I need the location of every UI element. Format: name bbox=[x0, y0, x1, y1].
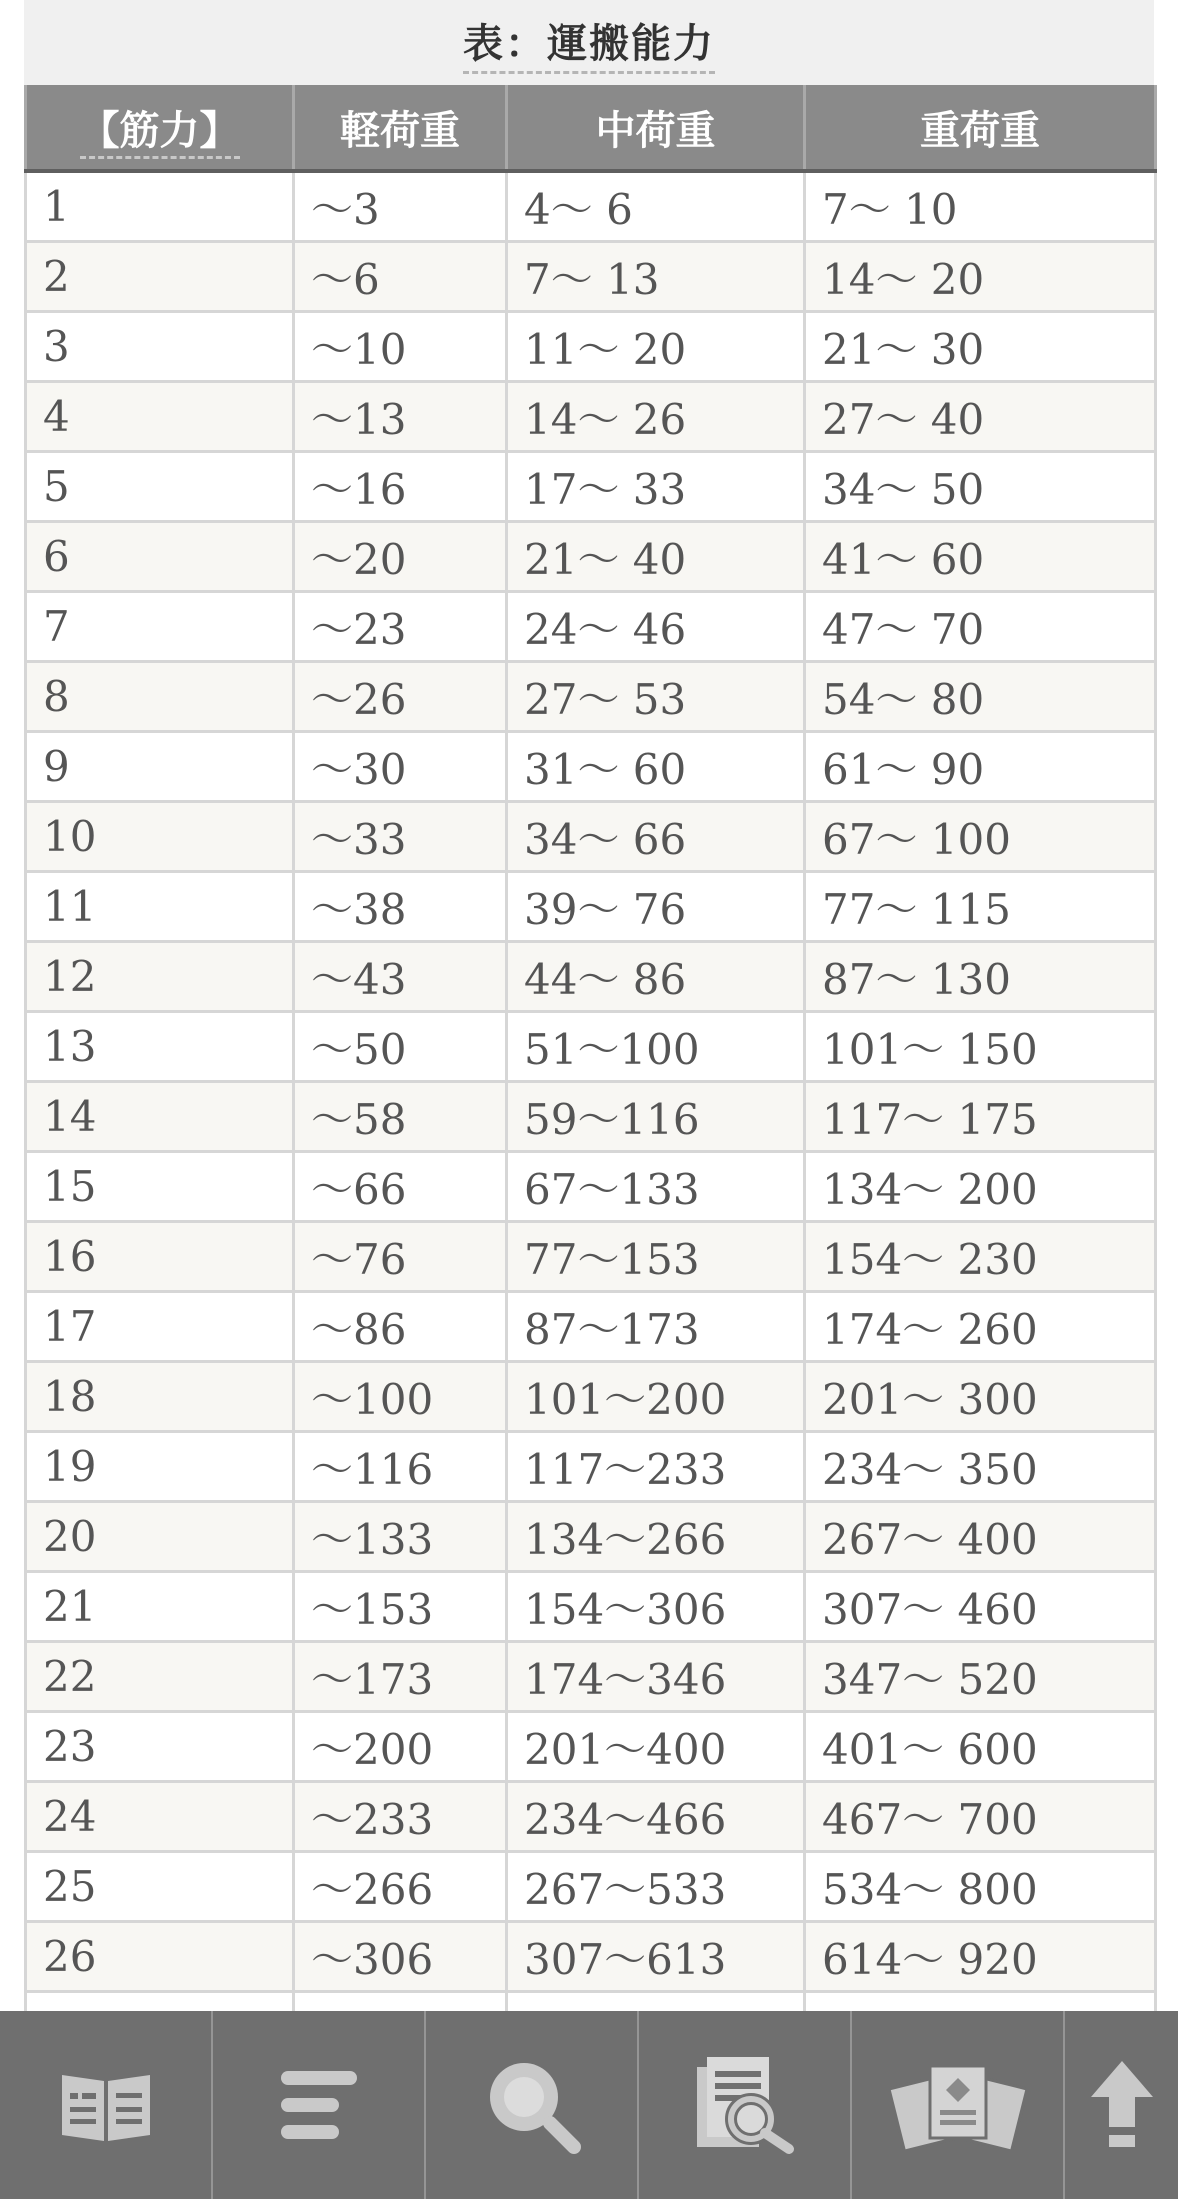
toc-button[interactable] bbox=[0, 2011, 213, 2199]
cell-light-load: ～233 bbox=[294, 1782, 507, 1852]
cell-strength: 17 bbox=[26, 1292, 294, 1362]
cell-strength: 21 bbox=[26, 1572, 294, 1642]
cell-strength: 20 bbox=[26, 1502, 294, 1572]
header-light-load: 軽荷重 bbox=[294, 85, 507, 171]
cell-strength: 3 bbox=[26, 312, 294, 382]
cell-light-load: ～26 bbox=[294, 662, 507, 732]
table-row bbox=[26, 312, 1156, 382]
cell-heavy-load: 47～ 70 bbox=[805, 592, 1156, 662]
table-row bbox=[26, 872, 1156, 942]
header-strength-label: 【筋力】 bbox=[80, 108, 240, 159]
cell-heavy-load: 67～ 100 bbox=[805, 802, 1156, 872]
cell-strength: 25 bbox=[26, 1852, 294, 1922]
table-row bbox=[26, 1292, 1156, 1362]
cell-medium-load: 7～ 13 bbox=[507, 242, 805, 312]
search-button[interactable] bbox=[426, 2011, 639, 2199]
cell-medium-load: 77～153 bbox=[507, 1222, 805, 1292]
cell-light-load: ～38 bbox=[294, 872, 507, 942]
table-row bbox=[26, 1782, 1156, 1852]
cell-heavy-load: 267～ 400 bbox=[805, 1502, 1156, 1572]
document-search-button[interactable] bbox=[639, 2011, 852, 2199]
table-row bbox=[26, 732, 1156, 802]
cell-heavy-load: 534～ 800 bbox=[805, 1852, 1156, 1922]
cards-button[interactable] bbox=[852, 2011, 1065, 2199]
cell-heavy-load: 614～ 920 bbox=[805, 1922, 1156, 1992]
search-icon bbox=[482, 2055, 582, 2155]
cell-light-load: ～10 bbox=[294, 312, 507, 382]
cell-medium-load: 174～346 bbox=[507, 1642, 805, 1712]
cell-strength: 16 bbox=[26, 1222, 294, 1292]
cell-strength: 19 bbox=[26, 1432, 294, 1502]
table-row bbox=[26, 662, 1156, 732]
cell-medium-load: 39～ 76 bbox=[507, 872, 805, 942]
table-header-row bbox=[26, 85, 1156, 171]
table-row bbox=[26, 1222, 1156, 1292]
bottom-toolbar bbox=[0, 2011, 1178, 2199]
table-row bbox=[26, 1152, 1156, 1222]
cell-heavy-load: 234～ 350 bbox=[805, 1432, 1156, 1502]
cell-strength: 4 bbox=[26, 382, 294, 452]
cell-heavy-load: 401～ 600 bbox=[805, 1712, 1156, 1782]
cell-strength: 15 bbox=[26, 1152, 294, 1222]
cell-medium-load: 24～ 46 bbox=[507, 592, 805, 662]
cell-medium-load: 4～ 6 bbox=[507, 171, 805, 242]
table-caption bbox=[24, 0, 1154, 85]
cell-light-load: ～306 bbox=[294, 1922, 507, 1992]
cell-strength: 5 bbox=[26, 452, 294, 522]
table-row bbox=[26, 382, 1156, 452]
cell-light-load: ～3 bbox=[294, 171, 507, 242]
table-row bbox=[26, 1502, 1156, 1572]
table-row bbox=[26, 1012, 1156, 1082]
cell-strength: 24 bbox=[26, 1782, 294, 1852]
cell-medium-load: 201～400 bbox=[507, 1712, 805, 1782]
cell-light-load: ～66 bbox=[294, 1152, 507, 1222]
menu-button[interactable] bbox=[213, 2011, 426, 2199]
book-icon bbox=[58, 2065, 154, 2145]
table-body bbox=[26, 171, 1156, 2062]
cell-heavy-load: 347～ 520 bbox=[805, 1642, 1156, 1712]
cell-light-load: ～86 bbox=[294, 1292, 507, 1362]
table-row bbox=[26, 802, 1156, 872]
cards-icon bbox=[890, 2060, 1026, 2150]
cell-strength: 18 bbox=[26, 1362, 294, 1432]
document-search-icon bbox=[693, 2055, 797, 2155]
header-heavy-load: 重荷重 bbox=[805, 85, 1156, 171]
cell-light-load: ～20 bbox=[294, 522, 507, 592]
cell-medium-load: 17～ 33 bbox=[507, 452, 805, 522]
cell-medium-load: 67～133 bbox=[507, 1152, 805, 1222]
table-row bbox=[26, 171, 1156, 242]
cell-strength: 13 bbox=[26, 1012, 294, 1082]
cell-heavy-load: 201～ 300 bbox=[805, 1362, 1156, 1432]
scroll-top-button[interactable] bbox=[1065, 2011, 1178, 2199]
cell-medium-load: 31～ 60 bbox=[507, 732, 805, 802]
cell-light-load: ～173 bbox=[294, 1642, 507, 1712]
cell-medium-load: 59～116 bbox=[507, 1082, 805, 1152]
cell-medium-load: 117～233 bbox=[507, 1432, 805, 1502]
table-row bbox=[26, 942, 1156, 1012]
table-row bbox=[26, 522, 1156, 592]
cell-light-load: ～6 bbox=[294, 242, 507, 312]
cell-medium-load: 101～200 bbox=[507, 1362, 805, 1432]
cell-heavy-load: 174～ 260 bbox=[805, 1292, 1156, 1362]
cell-medium-load: 44～ 86 bbox=[507, 942, 805, 1012]
cell-strength: 23 bbox=[26, 1712, 294, 1782]
cell-medium-load: 134～266 bbox=[507, 1502, 805, 1572]
table-row bbox=[26, 1642, 1156, 1712]
cell-medium-load: 267～533 bbox=[507, 1852, 805, 1922]
cell-heavy-load: 27～ 40 bbox=[805, 382, 1156, 452]
cell-light-load: ～153 bbox=[294, 1572, 507, 1642]
arrow-up-icon bbox=[1087, 2057, 1157, 2153]
cell-medium-load: 11～ 20 bbox=[507, 312, 805, 382]
cell-light-load: ～133 bbox=[294, 1502, 507, 1572]
cell-strength: 7 bbox=[26, 592, 294, 662]
cell-heavy-load: 54～ 80 bbox=[805, 662, 1156, 732]
cell-medium-load: 87～173 bbox=[507, 1292, 805, 1362]
cell-light-load: ～266 bbox=[294, 1852, 507, 1922]
cell-heavy-load: 77～ 115 bbox=[805, 872, 1156, 942]
cell-medium-load: 14～ 26 bbox=[507, 382, 805, 452]
header-strength[interactable] bbox=[26, 85, 294, 171]
table-row bbox=[26, 1852, 1156, 1922]
cell-heavy-load: 7～ 10 bbox=[805, 171, 1156, 242]
cell-medium-load: 234～466 bbox=[507, 1782, 805, 1852]
cell-heavy-load: 34～ 50 bbox=[805, 452, 1156, 522]
header-medium-load: 中荷重 bbox=[507, 85, 805, 171]
cell-heavy-load: 117～ 175 bbox=[805, 1082, 1156, 1152]
cell-strength: 1 bbox=[26, 171, 294, 242]
cell-strength: 8 bbox=[26, 662, 294, 732]
cell-heavy-load: 41～ 60 bbox=[805, 522, 1156, 592]
cell-medium-load: 34～ 66 bbox=[507, 802, 805, 872]
cell-strength: 11 bbox=[26, 872, 294, 942]
cell-strength: 14 bbox=[26, 1082, 294, 1152]
cell-heavy-load: 467～ 700 bbox=[805, 1782, 1156, 1852]
table-row bbox=[26, 1712, 1156, 1782]
cell-light-load: ～33 bbox=[294, 802, 507, 872]
cell-heavy-load: 14～ 20 bbox=[805, 242, 1156, 312]
cell-medium-load: 154～306 bbox=[507, 1572, 805, 1642]
table-row bbox=[26, 242, 1156, 312]
table-row bbox=[26, 1922, 1156, 1992]
cell-heavy-load: 101～ 150 bbox=[805, 1012, 1156, 1082]
cell-heavy-load: 87～ 130 bbox=[805, 942, 1156, 1012]
cell-light-load: ～30 bbox=[294, 732, 507, 802]
cell-heavy-load: 21～ 30 bbox=[805, 312, 1156, 382]
cell-strength: 6 bbox=[26, 522, 294, 592]
cell-light-load: ～43 bbox=[294, 942, 507, 1012]
cell-medium-load: 51～100 bbox=[507, 1012, 805, 1082]
table-row bbox=[26, 1362, 1156, 1432]
cell-medium-load: 27～ 53 bbox=[507, 662, 805, 732]
cell-light-load: ～13 bbox=[294, 382, 507, 452]
cell-strength: 9 bbox=[26, 732, 294, 802]
cell-light-load: ～50 bbox=[294, 1012, 507, 1082]
table-row bbox=[26, 1432, 1156, 1502]
cell-strength: 10 bbox=[26, 802, 294, 872]
carrying-capacity-table bbox=[24, 85, 1157, 2063]
menu-icon bbox=[277, 2067, 361, 2143]
cell-medium-load: 21～ 40 bbox=[507, 522, 805, 592]
cell-light-load: ～23 bbox=[294, 592, 507, 662]
cell-light-load: ～76 bbox=[294, 1222, 507, 1292]
cell-heavy-load: 307～ 460 bbox=[805, 1572, 1156, 1642]
table-caption-text: 表：運搬能力 bbox=[463, 12, 715, 74]
cell-light-load: ～58 bbox=[294, 1082, 507, 1152]
table-row bbox=[26, 452, 1156, 522]
cell-light-load: ～116 bbox=[294, 1432, 507, 1502]
table-row bbox=[26, 1572, 1156, 1642]
cell-strength: 26 bbox=[26, 1922, 294, 1992]
cell-medium-load: 307～613 bbox=[507, 1922, 805, 1992]
cell-heavy-load: 154～ 230 bbox=[805, 1222, 1156, 1292]
table-row bbox=[26, 1082, 1156, 1152]
cell-strength: 22 bbox=[26, 1642, 294, 1712]
cell-heavy-load: 61～ 90 bbox=[805, 732, 1156, 802]
table-row bbox=[26, 592, 1156, 662]
cell-heavy-load: 134～ 200 bbox=[805, 1152, 1156, 1222]
cell-light-load: ～200 bbox=[294, 1712, 507, 1782]
cell-light-load: ～100 bbox=[294, 1362, 507, 1432]
cell-light-load: ～16 bbox=[294, 452, 507, 522]
cell-strength: 2 bbox=[26, 242, 294, 312]
cell-strength: 12 bbox=[26, 942, 294, 1012]
